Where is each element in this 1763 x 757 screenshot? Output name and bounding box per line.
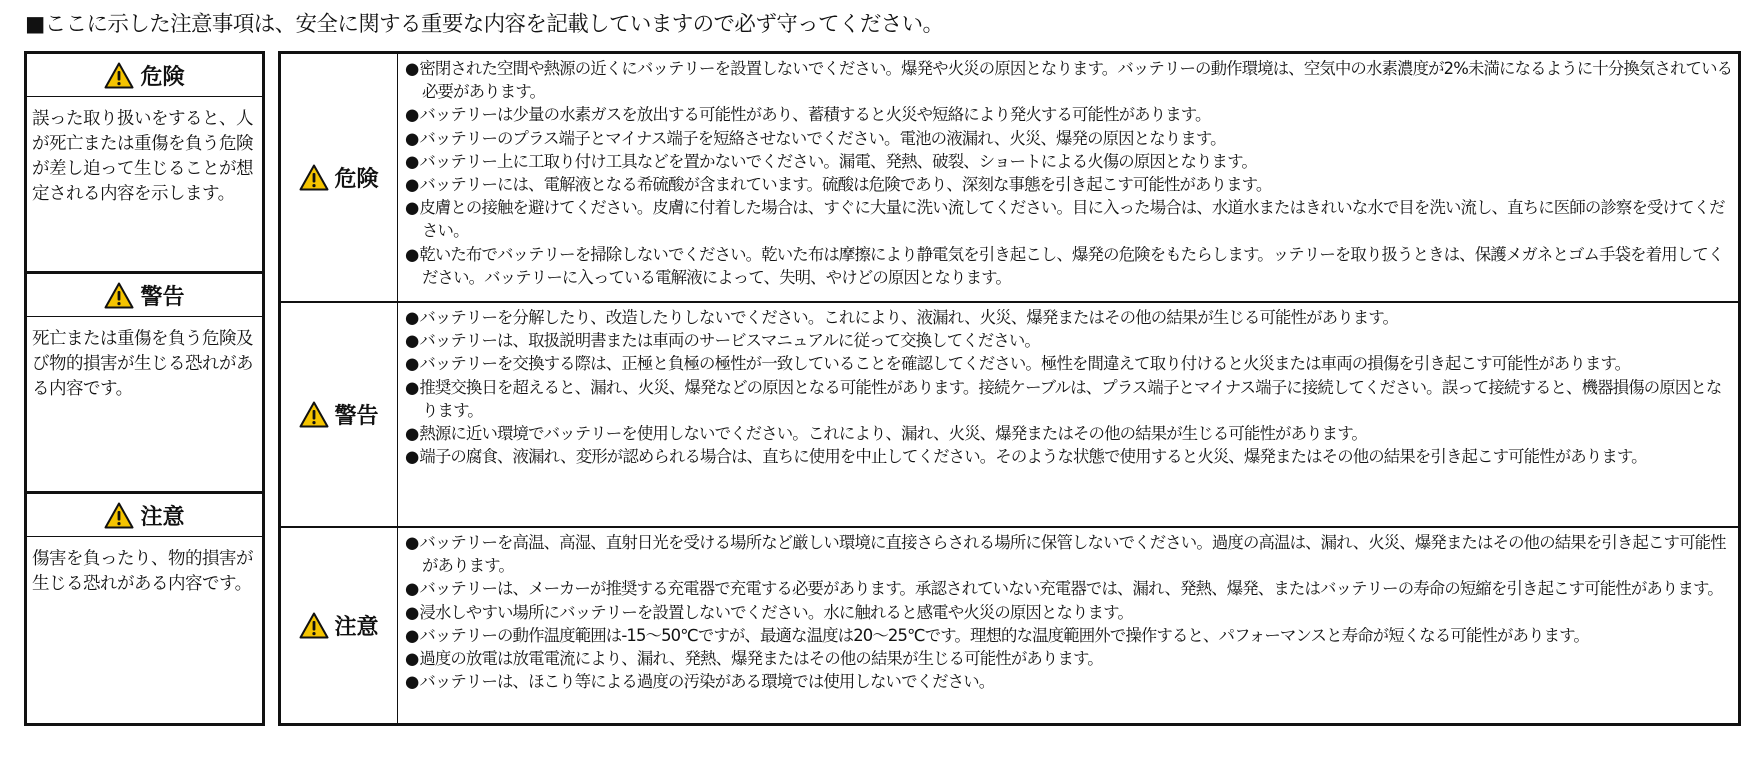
list-item xyxy=(405,150,1734,173)
item-text: バッテリーには、電解液となる希硫酸が含まれています。硫酸は危険であり、深刻な事態を引き起こす可能性があります。 xyxy=(419,175,1272,195)
caution-label-cell xyxy=(281,528,398,723)
warning-triangle-icon xyxy=(299,164,329,191)
legend-danger xyxy=(27,54,262,271)
warning-triangle-icon xyxy=(299,612,329,639)
item-text: バッテリーは少量の水素ガスを放出する可能性があり、蓄積すると火災や短絡により発火する可能性があります。 xyxy=(419,105,1211,125)
item-text: バッテリーの動作温度範囲は-15～50℃ですが、最適な温度は20～25℃です。理想的な温度範囲外で操作すると、パフォーマンスと寿命が短くなる可能性があります。 xyxy=(419,625,1589,645)
bullet-mark: ● xyxy=(405,625,420,645)
legend-warning-description: 死亡または重傷を負う危険及び物的損害が生じる恐れがある内容です。 xyxy=(32,329,253,399)
list-item xyxy=(405,624,1734,647)
item-text: 推奨交換日を超えると、漏れ、火災、爆発などの原因となる可能性があります。接続ケーブルは、プラス端子とマイナス端子に接続してください。誤って接続すると、機器損傷の原因となります。 xyxy=(419,377,1722,420)
warning-triangle-icon xyxy=(299,401,329,428)
page-heading: ■ここに示した注意事項は、安全に関する重要な内容を記載していますので必ず守ってください。 xyxy=(25,12,944,37)
list-item xyxy=(405,422,1734,445)
bullet-mark: ● xyxy=(405,105,420,125)
bullet-mark: ● xyxy=(405,198,420,218)
legend-warning xyxy=(27,271,262,491)
warning-triangle-icon xyxy=(104,62,134,89)
legend-danger-title xyxy=(27,54,262,97)
caution-items xyxy=(405,531,1734,693)
list-item xyxy=(405,577,1734,600)
list-item xyxy=(405,103,1734,126)
list-item xyxy=(405,531,1734,577)
warning-label-cell xyxy=(281,303,398,526)
list-item xyxy=(405,601,1734,624)
item-text: 過度の放電は放電電流により、漏れ、発熱、爆発またはその他の結果が生じる可能性があります。 xyxy=(419,649,1103,669)
item-text: バッテリーを分解したり、改造したりしないでください。これにより、液漏れ、火災、爆発またはその他の結果が生じる可能性があります。 xyxy=(419,308,1399,327)
item-text: 熱源に近い環境でバッテリーを使用しないでください。これにより、漏れ、火災、爆発またはその他の結果が生じる可能性があります。 xyxy=(419,424,1367,444)
bullet-mark: ● xyxy=(405,672,420,692)
bullet-mark: ● xyxy=(405,354,420,374)
signal-word-legend xyxy=(24,51,265,726)
item-text: バッテリーのプラス端子とマイナス端子を短絡させないでください。電池の液漏れ、火災、爆発の原因となります。 xyxy=(419,128,1226,148)
warning-triangle-icon xyxy=(104,502,134,529)
legend-warning-label: 警告 xyxy=(140,284,185,310)
danger-items xyxy=(405,57,1734,289)
bullet-mark: ● xyxy=(405,447,420,467)
item-text: 密閉された空間や熱源の近くにバッテリーを設置しないでください。爆発や火災の原因となります。バッテリーの動作環境は、空気中の水素濃度が2%未満になるように十分換気されている必要があります。 xyxy=(419,59,1733,102)
bullet-mark: ● xyxy=(405,59,420,78)
bullet-mark: ● xyxy=(405,128,420,148)
item-text: バッテリーは、メーカーが推奨する充電器で充電する必要があります。承認されていない充電器では、漏れ、発熱、爆発、またはバッテリーの寿命の短縮を引き起こす可能性があります。 xyxy=(419,579,1723,599)
item-text: 浸水しやすい場所にバッテリーを設置しないでください。水に触れると感電や火災の原因となります。 xyxy=(419,602,1133,622)
legend-caution xyxy=(27,491,262,723)
list-item xyxy=(405,329,1734,352)
list-item xyxy=(405,670,1734,693)
danger-section xyxy=(281,54,1738,301)
warning-triangle-icon xyxy=(104,282,134,309)
legend-danger-label: 危険 xyxy=(140,64,185,90)
bullet-mark: ● xyxy=(405,602,420,622)
item-text: バッテリーは、取扱説明書または車両のサービスマニュアルに従って交換してください。 xyxy=(419,331,1040,351)
legend-caution-description: 傷害を負ったり、物的損害が生じる恐れがある内容です。 xyxy=(32,549,253,594)
bullet-mark: ● xyxy=(405,308,420,327)
legend-warning-title xyxy=(27,274,262,317)
item-text: バッテリー上に工取り付け工具などを置かないでください。漏電、発熱、破裂、ショートによる火傷の原因となります。 xyxy=(419,151,1257,171)
item-text: バッテリーを交換する際は、正極と負極の極性が一致していることを確認してください。極性を間違えて取り付けると火災または車両の損傷を引き起こす可能性があります。 xyxy=(419,354,1631,374)
list-item xyxy=(405,243,1734,289)
list-item xyxy=(405,352,1734,375)
warning-section xyxy=(281,301,1738,526)
warning-items xyxy=(405,306,1734,468)
list-item xyxy=(405,306,1734,329)
bullet-mark: ● xyxy=(405,377,420,397)
bullet-mark: ● xyxy=(405,151,420,171)
danger-label: 危険 xyxy=(334,167,379,192)
bullet-mark: ● xyxy=(405,244,420,264)
item-text: 乾いた布でバッテリーを掃除しないでください。乾いた布は摩擦により静電気を引き起こし、爆発の危険をもたらします。ッテリーを取り扱うときは、保護メガネとゴム手袋を着用してください。バッテリーに入っている電解液によって、失明、やけどの原因となります。 xyxy=(419,244,1724,287)
bullet-mark: ● xyxy=(405,649,420,669)
list-item xyxy=(405,445,1734,468)
caution-label: 注意 xyxy=(334,615,379,640)
item-text: バッテリーは、ほこり等による過度の汚染がある環境では使用しないでください。 xyxy=(419,672,995,692)
item-text: バッテリーを高温、高湿、直射日光を受ける場所など厳しい環境に直接さらされる場所に保管しないでください。過度の高温は、漏れ、火災、爆発またはその他の結果を引き起こす可能性があります。 xyxy=(419,533,1726,576)
item-text: 皮膚との接触を避けてください。皮膚に付着した場合は、すぐに大量に洗い流してください。目に入った場合は、水道水またはきれいな水で目を洗い流し、直ちに医師の診察を受けてください。 xyxy=(419,198,1725,241)
caution-section xyxy=(281,526,1738,723)
list-item xyxy=(405,196,1734,242)
warning-label: 警告 xyxy=(334,404,379,429)
safety-precautions-table xyxy=(278,51,1741,726)
item-text: 端子の腐食、液漏れ、変形が認められる場合は、直ちに使用を中止してください。そのような状態で使用すると火災、爆発またはその他の結果を引き起こす可能性があります。 xyxy=(419,447,1647,467)
bullet-mark: ● xyxy=(405,579,420,599)
bullet-mark: ● xyxy=(405,424,420,444)
list-item xyxy=(405,647,1734,670)
legend-danger-description: 誤った取り扱いをすると、人が死亡または重傷を負う危険が差し迫って生じることが想定される内容を示します。 xyxy=(32,109,253,204)
list-item xyxy=(405,127,1734,150)
bullet-mark: ● xyxy=(405,331,420,351)
bullet-mark: ● xyxy=(405,175,420,195)
bullet-mark: ● xyxy=(405,533,420,552)
list-item xyxy=(405,57,1734,103)
legend-caution-label: 注意 xyxy=(140,504,185,530)
danger-label-cell xyxy=(281,54,398,301)
legend-caution-title xyxy=(27,494,262,537)
list-item xyxy=(405,173,1734,196)
list-item xyxy=(405,376,1734,422)
